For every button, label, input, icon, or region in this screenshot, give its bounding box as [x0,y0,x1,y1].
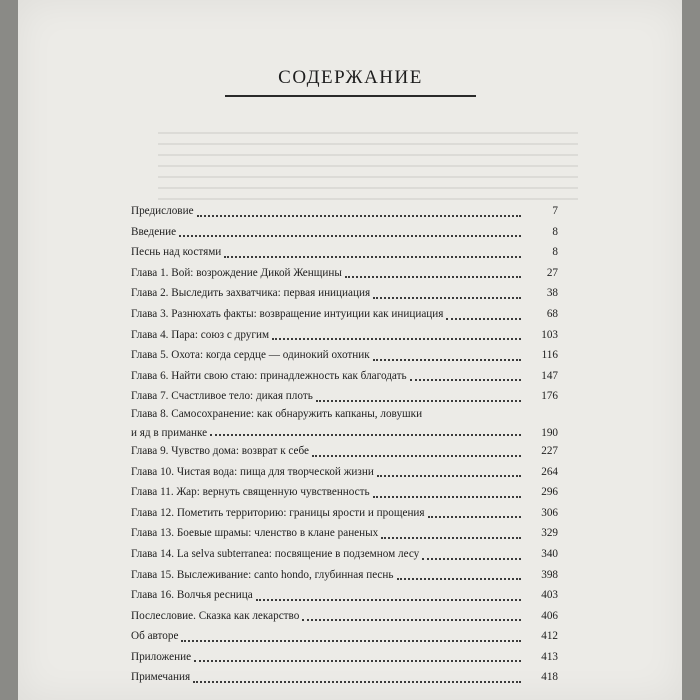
leader-dots [381,537,521,539]
toc-entry [131,263,558,284]
toc-entry-page: 147 [541,369,558,382]
toc-entry-page: 190 [541,426,558,439]
leader-dots [410,379,521,381]
toc-entry-page: 406 [541,609,558,622]
toc-entry-page: 329 [541,527,558,540]
toc-entry [131,626,558,647]
toc-entry-title-continued: и яд в приманке [131,426,208,439]
leader-dots [373,496,521,498]
toc-entry [131,345,558,366]
toc-entry [131,386,558,407]
toc-entry [131,544,558,565]
toc-entry-title: Глава 11. Жар: вернуть священную чувственность [131,486,370,499]
toc-entry-page: 398 [541,568,558,581]
toc-entry [131,647,558,668]
toc-entry-page: 7 [552,205,558,217]
toc-entry-title: Глава 16. Волчья ресница [131,589,253,602]
toc-entry-page: 264 [541,465,558,478]
toc-entry-title: Предисловие [131,205,194,217]
toc-entry-page: 27 [546,266,558,279]
leader-dots [373,297,521,299]
leader-dots [428,516,521,518]
toc-entry-page: 38 [546,287,558,300]
toc-entry-page: 8 [552,246,558,259]
toc-entry-title: Введение [131,225,177,238]
toc-entry-page: 403 [541,589,558,602]
leader-dots [194,660,521,662]
book-page [18,0,682,700]
toc-entry [131,325,558,346]
leader-dots [345,276,521,278]
toc-entry [131,283,558,304]
toc-entry-title: Послесловие. Сказка как лекарство [131,609,300,622]
toc-entry-title: Глава 5. Охота: когда сердце — одинокий охотник [131,349,370,362]
leader-dots [210,434,521,436]
toc-entry-title: Глава 2. Выследить захватчика: первая инициация [131,287,371,300]
toc-entry [131,441,558,462]
table-of-contents [131,201,558,688]
toc-entry [131,407,558,441]
leader-dots [316,400,521,402]
toc-entry-page: 296 [541,486,558,499]
toc-entry-page: 176 [541,390,558,403]
toc-entry [131,222,558,243]
toc-entry-title: Глава 7. Счастливое тело: дикая плоть [131,390,313,403]
toc-entry [131,565,558,586]
toc-entry-title: Глава 4. Пара: союз с другим [131,328,270,341]
toc-entry-page: 103 [541,328,558,341]
toc-entry-title: Глава 3. Разнюхать факты: возвращение интуиции как инициация [131,307,444,320]
toc-entry-title: Об авторе [131,630,179,643]
leader-dots [422,558,521,560]
leader-dots [373,359,521,361]
toc-entry [131,201,558,222]
leader-dots [193,681,521,683]
toc-entry-title: Приложение [131,650,192,663]
toc-entry-title: Глава 10. Чистая вода: пища для творческой жизни [131,465,374,478]
toc-entry-title: Глава 12. Пометить территорию: границы ярости и прощения [131,506,425,519]
toc-entry-page: 340 [541,547,558,560]
toc-entry-title: Глава 9. Чувство дома: возврат к себе [131,444,310,457]
toc-entry [131,523,558,544]
leader-dots [197,215,521,217]
leader-dots [446,318,521,320]
toc-entry-page: 8 [552,225,558,238]
toc-entry-page: 413 [541,650,558,663]
toc-entry-page: 418 [541,671,558,684]
toc-entry-page: 412 [541,630,558,643]
toc-entry [131,503,558,524]
toc-entry [131,667,558,688]
toc-entry-title: Глава 8. Самосохранение: как обнаружить капканы, ловушки [131,407,423,420]
toc-entry [131,482,558,503]
page-title: СОДЕРЖАНИЕ [225,63,476,97]
toc-entry [131,585,558,606]
toc-entry [131,606,558,627]
leader-dots [397,578,522,580]
leader-dots [302,619,521,621]
leader-dots [272,338,521,340]
leader-dots [224,256,521,258]
toc-entry-title: Песнь над костями [131,246,222,259]
toc-entry-title: Глава 14. La selva subterranea: посвящение в подземном лесу [131,547,420,560]
leader-dots [377,475,521,477]
toc-entry-page: 116 [541,349,558,362]
toc-entry-page: 68 [546,307,558,320]
toc-entry-title: Глава 15. Выслеживание: canto hondo, глубинная песнь [131,568,394,581]
toc-entry [131,242,558,263]
toc-entry-title: Глава 6. Найти свою стаю: принадлежность как благодать [131,369,407,382]
bleed-through-text [158,130,578,200]
toc-entry-title: Глава 13. Боевые шрамы: членство в клане раненых [131,527,379,540]
toc-entry [131,462,558,483]
leader-dots [256,599,521,601]
leader-dots [181,640,521,642]
leader-dots [179,235,521,237]
leader-dots [312,455,521,457]
toc-entry [131,304,558,325]
toc-entry-title: Глава 1. Вой: возрождение Дикой Женщины [131,266,342,279]
toc-entry-page: 306 [541,506,558,519]
toc-entry-title: Примечания [131,671,191,684]
toc-entry-page: 227 [541,444,558,457]
toc-entry [131,366,558,387]
